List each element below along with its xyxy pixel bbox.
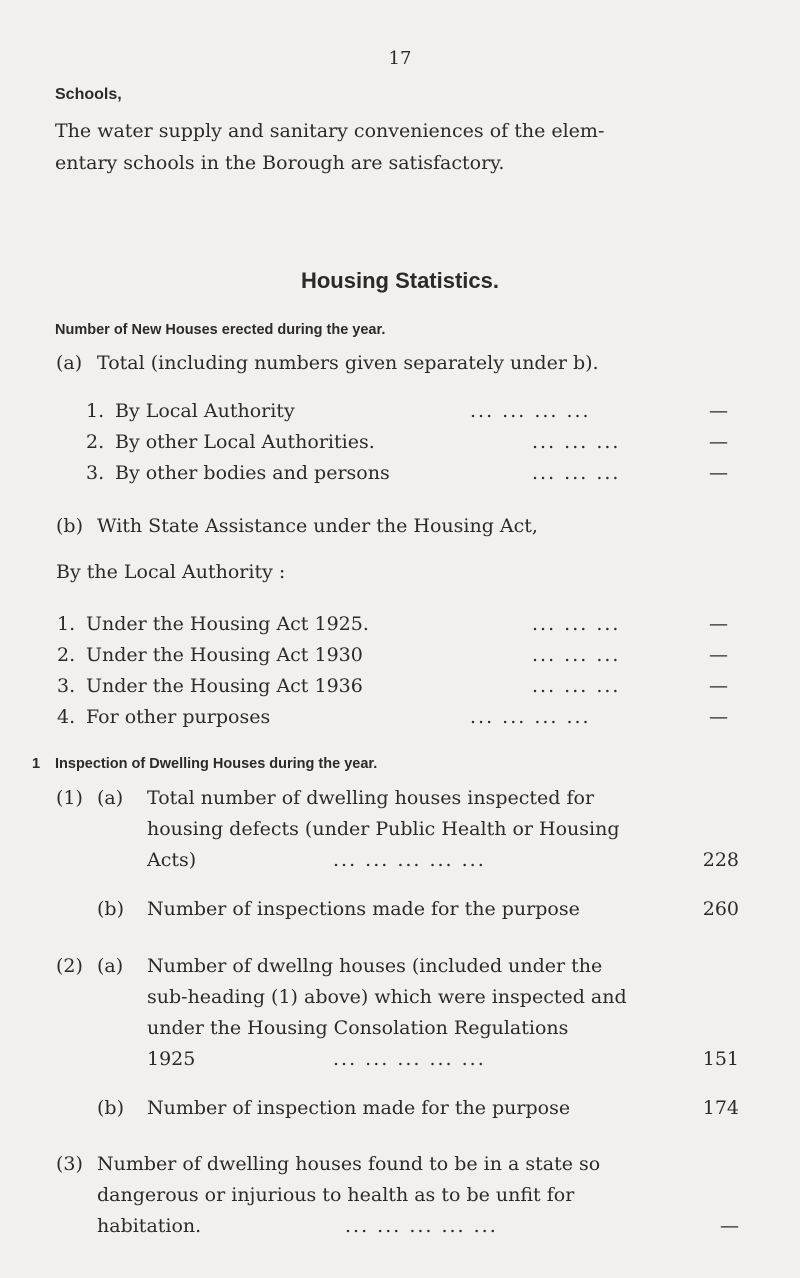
list-item-number: 2. xyxy=(86,431,105,453)
inspection-2-label: (2) xyxy=(56,955,83,977)
schools-side-heading: Schools, xyxy=(55,86,122,103)
new-houses-b-line-1: With State Assistance under the Housing Act, xyxy=(97,515,538,537)
inspection-2a-value: 151 xyxy=(702,1048,739,1070)
list-item-value: — xyxy=(709,613,728,635)
inspection-1a-label: (a) xyxy=(97,787,124,809)
inspection-1a-line-2: housing defects (under Public Health or Housing xyxy=(147,818,620,840)
list-item-number: 3. xyxy=(86,462,105,484)
inspection-2b-label: (b) xyxy=(97,1097,124,1119)
leader-dots: ... ... ... xyxy=(532,431,621,453)
inspection-3-line-1: Number of dwelling houses found to be in a state so xyxy=(97,1153,601,1175)
inspection-2a-label: (a) xyxy=(97,955,124,977)
inspection-2a-line-4: 1925 xyxy=(147,1048,196,1070)
list-item-value: — xyxy=(709,675,728,697)
leader-dots: ... ... ... ... xyxy=(470,706,591,728)
list-item-text: Under the Housing Act 1925. xyxy=(86,613,369,635)
inspection-3-line-3: habitation. xyxy=(97,1215,202,1237)
list-item-number: 1. xyxy=(57,613,76,635)
leader-dots: ... ... ... ... ... xyxy=(333,1048,486,1070)
inspection-2b-text: Number of inspection made for the purpose xyxy=(147,1097,571,1119)
inspection-1b-text: Number of inspections made for the purpose xyxy=(147,898,580,920)
inspection-2a-line-1: Number of dwellng houses (included under the xyxy=(147,955,603,977)
list-item-value: — xyxy=(709,706,728,728)
list-item-value: — xyxy=(709,462,728,484)
leader-dots: ... ... ... xyxy=(532,644,621,666)
inspection-3-value: — xyxy=(720,1215,739,1237)
list-item-number: 2. xyxy=(57,644,76,666)
list-item-text: Under the Housing Act 1936 xyxy=(86,675,363,697)
page-number: 17 xyxy=(388,48,412,69)
list-item-number: 4. xyxy=(57,706,76,728)
new-houses-heading: Number of New Houses erected during the year. xyxy=(55,322,386,338)
inspection-heading: Inspection of Dwelling Houses during the year. xyxy=(55,756,378,772)
leader-dots: ... ... ... ... xyxy=(470,400,591,422)
inspection-2b-value: 174 xyxy=(702,1097,739,1119)
schools-paragraph-line-1: The water supply and sanitary conveniences of the elem- xyxy=(55,120,605,142)
list-item-text: For other purposes xyxy=(86,706,271,728)
leader-dots: ... ... ... xyxy=(532,675,621,697)
list-item-value: — xyxy=(709,400,728,422)
new-houses-b-line-2: By the Local Authority : xyxy=(56,561,286,583)
list-item-text: By other Local Authorities. xyxy=(115,431,375,453)
new-houses-a-label: (a) xyxy=(56,352,83,374)
new-houses-a-text: Total (including numbers given separately under b). xyxy=(97,352,599,374)
inspection-2a-line-3: under the Housing Consolation Regulations xyxy=(147,1017,569,1039)
inspection-heading-number: 1 xyxy=(32,756,41,772)
inspection-3-line-2: dangerous or injurious to health as to be unfit for xyxy=(97,1184,575,1206)
inspection-1a-value: 228 xyxy=(702,849,739,871)
housing-statistics-title: Housing Statistics. xyxy=(300,268,500,293)
list-item-value: — xyxy=(709,644,728,666)
list-item-number: 1. xyxy=(86,400,105,422)
list-item-text: By Local Authority xyxy=(115,400,295,422)
schools-paragraph-line-2: entary schools in the Borough are satisfactory. xyxy=(55,152,505,174)
list-item-value: — xyxy=(709,431,728,453)
inspection-1a-line-3: Acts) xyxy=(147,849,197,871)
leader-dots: ... ... ... xyxy=(532,462,621,484)
leader-dots: ... ... ... ... ... xyxy=(333,849,486,871)
inspection-1b-label: (b) xyxy=(97,898,124,920)
inspection-1-label: (1) xyxy=(56,787,83,809)
leader-dots: ... ... ... xyxy=(532,613,621,635)
list-item-number: 3. xyxy=(57,675,76,697)
list-item-text: By other bodies and persons xyxy=(115,462,390,484)
leader-dots: ... ... ... ... ... xyxy=(345,1215,498,1237)
inspection-1b-value: 260 xyxy=(702,898,739,920)
inspection-3-label: (3) xyxy=(56,1153,83,1175)
inspection-2a-line-2: sub-heading (1) above) which were inspected and xyxy=(147,986,627,1008)
new-houses-b-label: (b) xyxy=(56,515,83,537)
list-item-text: Under the Housing Act 1930 xyxy=(86,644,363,666)
inspection-1a-line-1: Total number of dwelling houses inspected for xyxy=(147,787,595,809)
